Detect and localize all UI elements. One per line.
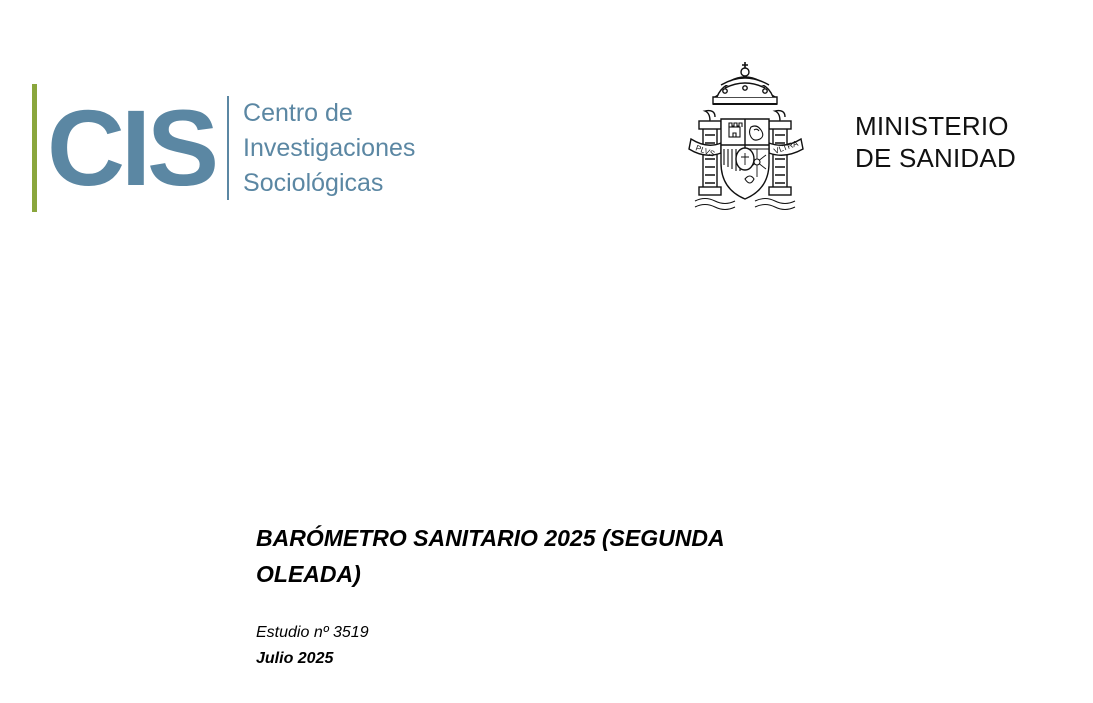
page-title: BARÓMETRO SANITARIO 2025 (SEGUNDA OLEADA) xyxy=(256,525,724,587)
cis-logo-name-line3: Sociológicas xyxy=(243,168,384,197)
svg-text:VLTRA: VLTRA xyxy=(772,138,800,156)
cis-logo-green-bar xyxy=(32,84,37,212)
ministry-line2: DE SANIDAD xyxy=(855,143,1016,173)
spain-coat-of-arms-icon xyxy=(655,55,835,220)
svg-text:PLVS: PLVS xyxy=(694,143,717,159)
publication-date: Julio 2025 xyxy=(256,650,334,667)
cis-logo-divider xyxy=(227,96,229,200)
cis-logo-acronym: CIS xyxy=(47,87,216,208)
study-number: Estudio nº 3519 xyxy=(256,624,369,641)
cis-logo-name-line1: Centro de xyxy=(243,98,353,127)
ministry-name xyxy=(855,110,1016,174)
document-title-block xyxy=(256,520,896,672)
ministry-line1: MINISTERIO xyxy=(855,111,1009,141)
cis-logo-name-line2: Investigaciones xyxy=(243,133,416,162)
cis-logo xyxy=(32,78,415,218)
cis-logo-name xyxy=(243,96,415,201)
